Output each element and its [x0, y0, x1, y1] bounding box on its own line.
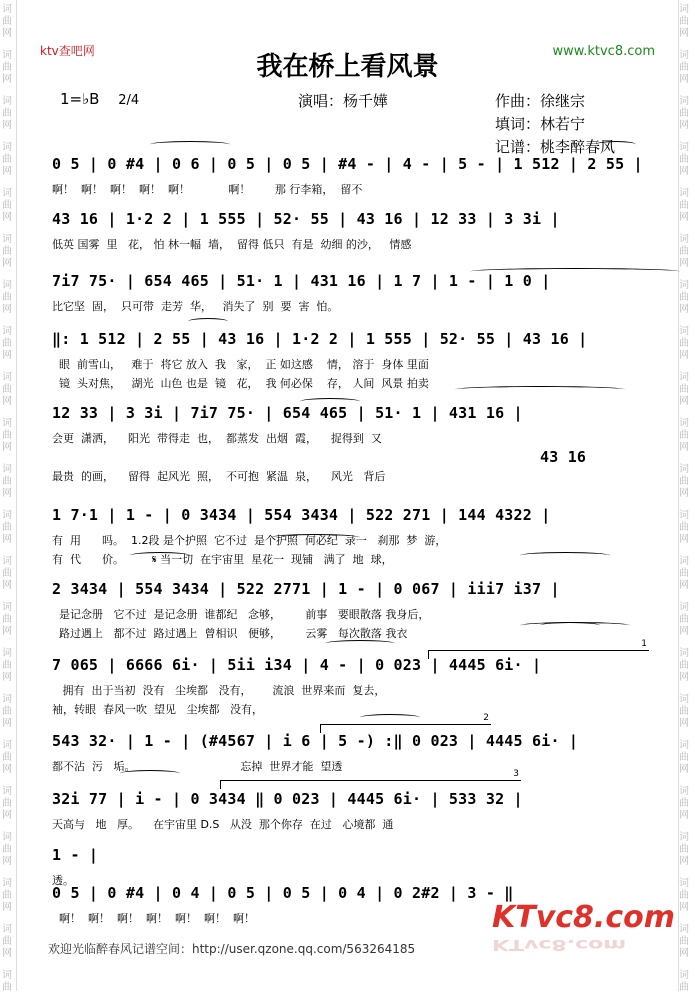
lyric-line: 啊！ 啊！ 啊！ 啊！ 啊！ 啊！ 那 行李箱， 留不 — [52, 183, 363, 196]
slur-arc — [360, 714, 420, 721]
score-row — [52, 656, 637, 716]
side-watermark-char: 曲 — [2, 200, 12, 211]
side-watermark-char: 曲 — [2, 246, 12, 257]
side-watermark-char: 曲 — [2, 476, 12, 487]
side-watermark-char: 词 — [2, 832, 12, 843]
side-watermark-char: 词 — [2, 418, 12, 429]
side-watermark-char: 曲 — [2, 982, 12, 993]
side-watermark-char: 网 — [679, 442, 689, 453]
slur-arc — [455, 386, 625, 393]
score-row — [52, 732, 637, 773]
side-watermark-char: 曲 — [2, 844, 12, 855]
slur-arc — [300, 398, 360, 405]
slur-arc — [540, 622, 600, 629]
note-line: 7i7 75· | 654 465 | 51· 1 | 431 16 | 1 7 | 1 - | 1 0 | — [52, 272, 551, 290]
side-watermark-char: 曲 — [679, 476, 689, 487]
transcriber: 记谱：桃李醉春风 — [495, 138, 616, 156]
song-title: 我在桥上看风景 — [256, 52, 439, 82]
side-watermark-char: 词 — [679, 648, 689, 659]
key-label: 1=♭B — [60, 90, 100, 108]
lyric-line: 透。 — [52, 874, 74, 887]
side-watermark-char: 词 — [2, 602, 12, 613]
side-watermark-char: 网 — [2, 626, 12, 637]
score-row — [52, 404, 637, 483]
side-watermark-char: 词 — [679, 970, 689, 981]
side-watermark-char: 词 — [679, 326, 689, 337]
side-watermark-char: 曲 — [2, 338, 12, 349]
side-watermark-char: 网 — [679, 28, 689, 39]
side-watermark-char: 曲 — [679, 108, 689, 119]
side-watermark-char: 曲 — [2, 522, 12, 533]
side-watermark-char: 网 — [679, 166, 689, 177]
side-watermark-char: 词 — [679, 602, 689, 613]
side-watermark-char: 词 — [679, 740, 689, 751]
slur-arc — [150, 141, 230, 148]
side-watermark-char: 词 — [2, 464, 12, 475]
side-watermark-char: 网 — [679, 350, 689, 361]
volta-bracket — [320, 713, 491, 733]
side-watermark-char: 词 — [2, 648, 12, 659]
side-watermark-char: 曲 — [2, 62, 12, 73]
side-watermark-char: 网 — [679, 626, 689, 637]
side-watermark-char: 词 — [679, 188, 689, 199]
side-watermark-char: 曲 — [679, 614, 689, 625]
side-watermark-char: 词 — [679, 924, 689, 935]
side-watermark-char: 曲 — [679, 62, 689, 73]
side-watermark-char: 网 — [2, 764, 12, 775]
side-watermark-char: 网 — [679, 764, 689, 775]
side-watermark-char: 网 — [2, 350, 12, 361]
lyric-line: 袖，转眼 春风一吹 望见 尘埃都 没有， — [52, 703, 263, 716]
side-watermark-char: 词 — [2, 326, 12, 337]
side-watermark-char: 网 — [679, 488, 689, 499]
side-watermark-char: 曲 — [679, 430, 689, 441]
side-watermark-char: 词 — [2, 4, 12, 15]
side-watermark-char: 网 — [679, 948, 689, 959]
site-label-right[interactable]: www.ktvc8.com — [552, 44, 655, 59]
side-watermark-char: 网 — [679, 856, 689, 867]
side-watermark-char: 曲 — [2, 568, 12, 579]
note-line-extra: 43 16 — [540, 448, 587, 466]
side-watermark-char: 词 — [679, 372, 689, 383]
side-watermark-char: 词 — [679, 280, 689, 291]
side-watermark-char: 网 — [2, 902, 12, 913]
side-watermark-right — [679, 0, 693, 991]
side-watermark-char: 网 — [2, 396, 12, 407]
side-watermark-char: 网 — [2, 488, 12, 499]
lyric-line: 最贵 的画， 留得 起风光 照， 不可抱 紧温 泉， 风光 背后 — [52, 470, 386, 483]
side-watermark-char: 词 — [679, 510, 689, 521]
slur-arc — [596, 141, 636, 148]
volta-label: 3 — [513, 769, 519, 779]
side-watermark-char: 曲 — [679, 154, 689, 165]
side-watermark-char: 曲 — [2, 752, 12, 763]
lyric-line: 有 代 价。 𝄋 当一切 在宇宙里 星花一 现铺 满了 地 球， — [52, 553, 393, 566]
lyric-line: 比它坚 固， 只可带 走芳 华， 消失了 别 要 害 怕。 — [52, 300, 339, 313]
side-watermark-char: 词 — [2, 924, 12, 935]
side-watermark-char: 曲 — [2, 936, 12, 947]
side-watermark-char: 网 — [679, 718, 689, 729]
side-watermark-char: 曲 — [679, 936, 689, 947]
side-watermark-char: 曲 — [2, 430, 12, 441]
side-watermark-char: 曲 — [679, 338, 689, 349]
side-watermark-char: 词 — [679, 694, 689, 705]
volta-label: 1 — [641, 639, 647, 649]
note-line: ‖: 1 512 | 2 55 | 43 16 | 1·2 2 | 1 555 | 52· 55 | 43 16 | — [52, 330, 588, 348]
volta-bracket — [428, 639, 649, 659]
note-line: 1 7·1 | 1 - | 0 3434 | 554 3434 | 522 271 | 144 4322 | — [52, 506, 551, 524]
note-line: 12 33 | 3 3i | 7i7 75· | 654 465 | 51· 1 | 431 16 | — [52, 404, 523, 422]
side-watermark-char: 词 — [2, 556, 12, 567]
side-watermark-char: 网 — [2, 304, 12, 315]
side-watermark-char: 网 — [2, 580, 12, 591]
side-watermark-char: 网 — [2, 718, 12, 729]
side-watermark-char: 网 — [679, 74, 689, 85]
note-line: 32i 77 | i - | 0 3434 ‖ 0 023 | 4445 6i· | 533 32 | — [52, 790, 523, 808]
credits — [495, 90, 615, 159]
side-watermark-char: 曲 — [679, 292, 689, 303]
side-watermark-char: 词 — [679, 464, 689, 475]
site-logo: KTvc8.com — [492, 900, 675, 935]
side-watermark-char: 网 — [2, 212, 12, 223]
side-watermark-char: 词 — [2, 142, 12, 153]
side-watermark-char: 网 — [679, 258, 689, 269]
score-row — [52, 580, 637, 640]
side-watermark-char: 曲 — [679, 706, 689, 717]
singer: 演唱：杨千嬅 — [298, 92, 389, 110]
lyric-line: 有 用 吗。 1.2段 是个护照 它不过 是个护照 何必纪 录一 刹那 梦 游， — [52, 534, 447, 547]
side-watermark-char: 网 — [2, 442, 12, 453]
side-watermark-char: 网 — [679, 672, 689, 683]
side-watermark-char: 曲 — [679, 798, 689, 809]
side-watermark-char: 网 — [2, 810, 12, 821]
side-watermark-char: 网 — [2, 856, 12, 867]
side-watermark-char: 网 — [2, 672, 12, 683]
side-watermark-char: 网 — [679, 120, 689, 131]
side-watermark-char: 词 — [679, 50, 689, 61]
side-watermark-char: 曲 — [2, 798, 12, 809]
side-watermark-char: 词 — [2, 510, 12, 521]
slur-arc — [520, 552, 610, 559]
side-watermark-char: 曲 — [2, 384, 12, 395]
lyric-line: 镜 头对焦， 湖光 山色 也是 镜 花， 我 何必保 存， 人间 风景 拍卖 — [52, 377, 429, 390]
side-watermark-char: 曲 — [679, 752, 689, 763]
site-label-left[interactable]: ktv查吧网 — [40, 44, 95, 58]
side-watermark-char: 词 — [2, 50, 12, 61]
side-watermark-char: 网 — [679, 534, 689, 545]
side-watermark-char: 曲 — [679, 568, 689, 579]
side-watermark-char: 网 — [679, 304, 689, 315]
side-watermark-char: 词 — [679, 4, 689, 15]
side-watermark-char: 曲 — [679, 16, 689, 27]
score-row — [52, 155, 643, 196]
side-watermark-char: 词 — [2, 372, 12, 383]
side-watermark-char: 曲 — [2, 706, 12, 717]
side-watermark-char: 词 — [679, 556, 689, 567]
composer: 作曲：徐继宗 — [495, 92, 586, 110]
lyric-line: 都不沾 污 垢。 忘掉 世界才能 望透 — [52, 760, 343, 773]
slur-arc — [270, 534, 360, 541]
footer-text[interactable]: 欢迎光临醉春风记谱空间：http://user.qzone.qq.com/563264185 — [48, 942, 416, 956]
lyric-line: 会更 潇洒， 阳光 带得走 也， 都蒸发 出烟 霞， 捉得到 又 — [52, 432, 382, 445]
side-watermark-char: 曲 — [2, 890, 12, 901]
note-line: 1 - | — [52, 846, 99, 864]
lyricist: 填词：林若宁 — [495, 115, 586, 133]
time-signature: 2/4 — [118, 93, 140, 108]
side-watermark-char: 曲 — [679, 384, 689, 395]
side-watermark-char: 词 — [2, 786, 12, 797]
side-watermark-char: 曲 — [679, 200, 689, 211]
lyric-line: 路过遇上 都不过 路过遇上 曾相识 便够， 云雾 每次散落 我衣 — [52, 627, 408, 640]
side-watermark-char: 词 — [2, 694, 12, 705]
slur-arc — [120, 770, 180, 777]
side-watermark-char: 曲 — [679, 660, 689, 671]
score-row — [52, 330, 637, 390]
note-line: 0 5 | 0 #4 | 0 4 | 0 5 | 0 5 | 0 4 | 0 2#2 | 3 - ‖ — [52, 884, 514, 902]
side-watermark-char: 词 — [679, 234, 689, 245]
side-watermark-char: 曲 — [2, 154, 12, 165]
side-watermark-char: 词 — [679, 832, 689, 843]
volta-label: 2 — [483, 713, 489, 723]
note-line: 43 16 | 1·2 2 | 1 555 | 52· 55 | 43 16 | 12 33 | 3 3i | — [52, 210, 560, 228]
side-watermark-char: 词 — [679, 786, 689, 797]
side-watermark-char: 网 — [2, 166, 12, 177]
score-row — [52, 210, 637, 251]
side-watermark-char: 网 — [2, 74, 12, 85]
side-watermark-char: 网 — [2, 28, 12, 39]
side-watermark-char: 曲 — [679, 890, 689, 901]
lyric-line: 啊！ 啊！ 啊！ 啊！ 啊！ 啊！ 啊！ — [52, 912, 255, 925]
side-watermark-char: 词 — [679, 878, 689, 889]
lyric-line: 眼 前雪山， 难于 将它 放入 我 家， 正 如这感 情， 溶于 身体 里面 — [52, 358, 429, 371]
side-watermark-char: 网 — [2, 948, 12, 959]
side-watermark-char: 词 — [2, 234, 12, 245]
lyric-line: 拥有 出于当初 没有 尘埃都 没有， 流浪 世界来而 复去， — [52, 684, 386, 697]
side-watermark-left — [2, 0, 16, 991]
side-watermark-char: 曲 — [679, 844, 689, 855]
side-watermark-char: 网 — [679, 580, 689, 591]
side-watermark-char: 词 — [679, 96, 689, 107]
score-row — [52, 790, 637, 831]
side-watermark-char: 曲 — [679, 246, 689, 257]
side-watermark-char: 词 — [2, 188, 12, 199]
note-line: 0 5 | 0 #4 | 0 6 | 0 5 | 0 5 | #4 - | 4 - | 5 - | 1 512 | 2 55 | — [52, 155, 643, 173]
side-watermark-char: 曲 — [679, 982, 689, 993]
slur-arc — [130, 552, 190, 559]
side-watermark-char: 网 — [2, 258, 12, 269]
volta-bracket — [220, 769, 521, 789]
score-row — [52, 846, 637, 887]
score-row — [52, 272, 637, 313]
note-line: 2 3434 | 554 3434 | 522 2771 | 1 - | 0 067 | iii7 i37 | — [52, 580, 560, 598]
side-watermark-char: 网 — [679, 212, 689, 223]
side-watermark-char: 曲 — [2, 614, 12, 625]
side-watermark-char: 曲 — [2, 660, 12, 671]
side-watermark-char: 曲 — [2, 292, 12, 303]
lyric-line: 天高与 地 厚。 在宇宙里 D.S 从没 那个你存 在过 心境都 通 — [52, 818, 394, 831]
side-watermark-char: 词 — [2, 878, 12, 889]
lyric-line: 是记念册 它不过 是记念册 谁都纪 念够， 前事 要眼散落 我身后， — [52, 608, 430, 621]
slur-arc — [470, 268, 680, 275]
side-watermark-char: 词 — [2, 970, 12, 981]
side-watermark-char: 词 — [2, 280, 12, 291]
slur-arc — [188, 318, 228, 325]
side-watermark-char: 曲 — [2, 108, 12, 119]
side-watermark-char: 曲 — [679, 522, 689, 533]
side-watermark-char: 词 — [2, 96, 12, 107]
side-watermark-char: 网 — [679, 902, 689, 913]
site-logo-reflection: KTvc8.com — [492, 935, 627, 954]
left-border — [16, 0, 17, 991]
side-watermark-char: 网 — [2, 120, 12, 131]
side-watermark-char: 曲 — [2, 16, 12, 27]
side-watermark-char: 网 — [2, 534, 12, 545]
note-line: 543 32· | 1 - | (#4567 | i 6 | 5 -) :‖ 0 023 | 4445 6i· | — [52, 732, 579, 750]
side-watermark-char: 网 — [679, 396, 689, 407]
note-line: 7 065 | 6666 6i· | 5ii i34 | 4 - | 0 023 | 4445 6i· | — [52, 656, 542, 674]
lyric-line: 低英 国雾 里 花， 怕 林一幅 墙， 留得 低只 有是 幼细 的沙， 情感 — [52, 238, 412, 251]
key-signature — [60, 90, 139, 108]
side-watermark-char: 词 — [679, 418, 689, 429]
side-watermark-char: 词 — [2, 740, 12, 751]
slur-arc — [325, 640, 395, 647]
side-watermark-char: 网 — [679, 810, 689, 821]
side-watermark-char: 词 — [679, 142, 689, 153]
